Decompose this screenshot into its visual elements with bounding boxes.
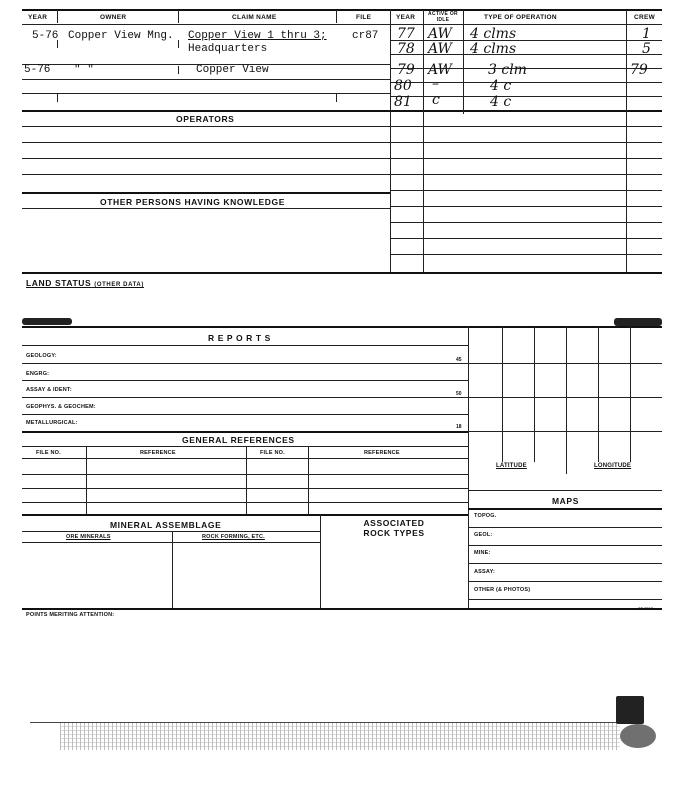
redaction-mark-right [614, 318, 662, 326]
owner-row-2-claim: Copper View [196, 64, 269, 76]
col-divider [178, 10, 179, 23]
map-mine: MINE: [474, 550, 491, 556]
report-label-engrg: ENGRG: [26, 371, 50, 377]
operators-rule [22, 110, 390, 112]
points-meriting-attention-label: POINTS MERITING ATTENTION: [26, 612, 115, 618]
col-divider [423, 10, 424, 24]
maps-rule [468, 581, 662, 582]
activity-rule [390, 254, 662, 255]
activity-col [423, 24, 424, 272]
activity-rule [390, 190, 662, 191]
activity-row-2-year: 78 [397, 41, 415, 57]
col-header-type-of-operation: TYPE OF OPERATION [484, 14, 557, 21]
maps-rule [468, 490, 662, 491]
activity-rule [390, 238, 662, 239]
reports-rule [22, 363, 468, 364]
reports-rule [22, 397, 468, 398]
maps-heading: MAPS [552, 496, 579, 506]
bottom-top-section-rule [22, 272, 662, 274]
ref-header-file-no-2: FILE NO. [260, 450, 285, 456]
activity-row-1-status: AW [428, 26, 452, 42]
mineral-rule [22, 531, 320, 532]
activity-rule [390, 110, 662, 112]
activity-row-5-status: c [432, 92, 440, 108]
references-rule [22, 502, 468, 503]
mineral-col [320, 514, 321, 608]
other-persons-rule [22, 208, 390, 209]
rock-forming-header: ROCK FORMING, ETC. [202, 534, 265, 540]
col-header-claim-name: CLAIM NAME [232, 14, 277, 21]
mineral-rule [22, 542, 320, 543]
grid-col [630, 326, 631, 462]
report-num-metallurgical: 18 [456, 424, 462, 430]
activity-row-4-operation: 4 c [490, 78, 512, 94]
latitude-label: LATITUDE [496, 463, 527, 469]
references-rule [22, 474, 468, 475]
activity-rule [390, 206, 662, 207]
col-tick [336, 94, 337, 102]
activity-rule [390, 142, 662, 143]
reports-rule [22, 414, 468, 415]
scan-dark-mark [616, 696, 644, 724]
activity-row-2-crew: 5 [642, 41, 651, 57]
col-header-active-idle: ACTIVE OR IDLE [428, 11, 458, 23]
activity-row-1-operation: 4 clms [470, 26, 517, 42]
report-label-geophys: GEOPHYS. & GEOCHEM: [26, 404, 96, 410]
col-header-year: YEAR [28, 14, 48, 21]
maps-rule [468, 599, 662, 600]
activity-row-2-operation: 4 clms [470, 41, 517, 57]
activity-row-3-year: 79 [397, 62, 415, 78]
operators-rule [22, 142, 390, 143]
map-assay: ASSAY: [474, 569, 496, 575]
ore-minerals-header: ORE MINERALS [66, 534, 111, 540]
general-references-heading: GENERAL REFERENCES [182, 435, 295, 445]
activity-row-1-year: 77 [397, 26, 415, 42]
scan-line [30, 722, 630, 723]
activity-col [463, 24, 464, 114]
mineral-assemblage-heading: MINERAL ASSEMBLAGE [110, 520, 222, 530]
ref-header-reference-1: REFERENCE [140, 450, 176, 456]
maps-rule [468, 545, 662, 546]
grid-rule [468, 431, 662, 432]
report-label-assay: ASSAY & IDENT: [26, 387, 72, 393]
col-divider [463, 10, 464, 24]
col-divider [57, 10, 58, 23]
header-rule [22, 24, 662, 25]
activity-row-3-status: AW [428, 62, 452, 78]
maps-rule [468, 527, 662, 528]
operators-rule [22, 158, 390, 159]
scan-noise [60, 722, 620, 750]
owner-row-2-owner: " " [74, 64, 94, 76]
col-header-owner: OWNER [100, 14, 127, 21]
row-rule [22, 79, 390, 80]
reports-heading: R E P O R T S [208, 333, 271, 343]
grid-col [534, 326, 535, 462]
operators-rule [22, 126, 390, 127]
activity-row-4-status: – [432, 76, 439, 92]
map-other: OTHER (& PHOTOS) [474, 587, 531, 593]
associated-rock-types-heading: ASSOCIATED ROCK TYPES [363, 518, 425, 538]
references-rule [22, 458, 468, 459]
ref-header-file-no-1: FILE NO. [36, 450, 61, 456]
scan-dark-blob [620, 724, 656, 748]
ref-header-reference-2: REFERENCE [364, 450, 400, 456]
row-rule [22, 93, 390, 94]
form-number: SF 7915 [638, 606, 654, 611]
reports-right-border [468, 326, 469, 608]
grid-col [566, 326, 567, 462]
owner-row-1-owner: Copper View Mng. [68, 30, 174, 42]
other-persons-rule [22, 192, 390, 194]
maps-rule [468, 508, 662, 510]
col-header-file: FILE [356, 14, 372, 21]
land-status-note: (OTHER DATA) [94, 282, 144, 288]
operators-rule [22, 174, 390, 175]
references-col [246, 446, 247, 514]
grid-col [502, 326, 503, 462]
reports-rule [22, 380, 468, 381]
report-label-metallurgical: METALLURGICAL: [26, 420, 78, 426]
lat-long-divider [566, 460, 567, 474]
bottom-form-rule [22, 608, 662, 610]
top-rule [22, 9, 662, 11]
col-divider [336, 10, 337, 23]
references-rule [22, 488, 468, 489]
report-num-assay: 50 [456, 391, 462, 397]
activity-rule [390, 222, 662, 223]
owner-row-2-year: 5-76 [24, 64, 51, 76]
grid-rule [468, 363, 662, 364]
report-num-geology: 45 [456, 357, 462, 363]
activity-row-3-crew: 79 [630, 62, 648, 78]
reports-rule [22, 431, 468, 433]
activity-rule [390, 96, 662, 97]
activity-col [626, 24, 627, 272]
land-status-heading [26, 278, 144, 288]
report-label-geology: GEOLOGY: [26, 353, 57, 359]
references-col [308, 446, 309, 514]
activity-row-3-operation: 3 clm [488, 62, 527, 78]
owner-row-1-claim-2: Headquarters [188, 43, 268, 55]
col-divider [626, 10, 627, 24]
other-persons-heading: OTHER PERSONS HAVING KNOWLEDGE [100, 197, 286, 207]
grid-col [598, 326, 599, 462]
land-status-title: LAND STATUS [26, 278, 92, 288]
redaction-mark-left [22, 318, 72, 325]
col-tick [178, 40, 179, 48]
col-divider [390, 9, 391, 273]
mineral-col [172, 531, 173, 608]
activity-row-1-crew: 1 [642, 26, 651, 42]
map-geol: GEOL: [474, 532, 493, 538]
activity-rule [390, 82, 662, 83]
activity-rule [390, 126, 662, 127]
col-header-year2: YEAR [396, 14, 416, 21]
col-tick [57, 94, 58, 102]
activity-row-5-operation: 4 c [490, 94, 512, 110]
activity-row-5-year: 81 [394, 94, 412, 110]
activity-row-4-year: 80 [394, 78, 412, 94]
mineral-top-rule [22, 514, 468, 516]
reports-rule [22, 345, 468, 346]
owner-row-1-claim: Copper View 1 thru 3; [188, 30, 327, 42]
col-header-crew: CREW [634, 14, 656, 21]
references-col [86, 446, 87, 514]
activity-rule [390, 158, 662, 159]
longitude-label: LONGITUDE [594, 463, 632, 469]
operators-heading: OPERATORS [176, 114, 235, 124]
grid-rule [468, 397, 662, 398]
references-rule [22, 446, 468, 447]
maps-rule [468, 563, 662, 564]
owner-row-1-file: cr87 [352, 30, 379, 42]
owner-row-1-year: 5-76 [32, 30, 59, 42]
col-tick [178, 66, 179, 74]
activity-row-2-status: AW [428, 41, 452, 57]
map-topog: TOPOG. [474, 513, 497, 519]
activity-rule [390, 174, 662, 175]
